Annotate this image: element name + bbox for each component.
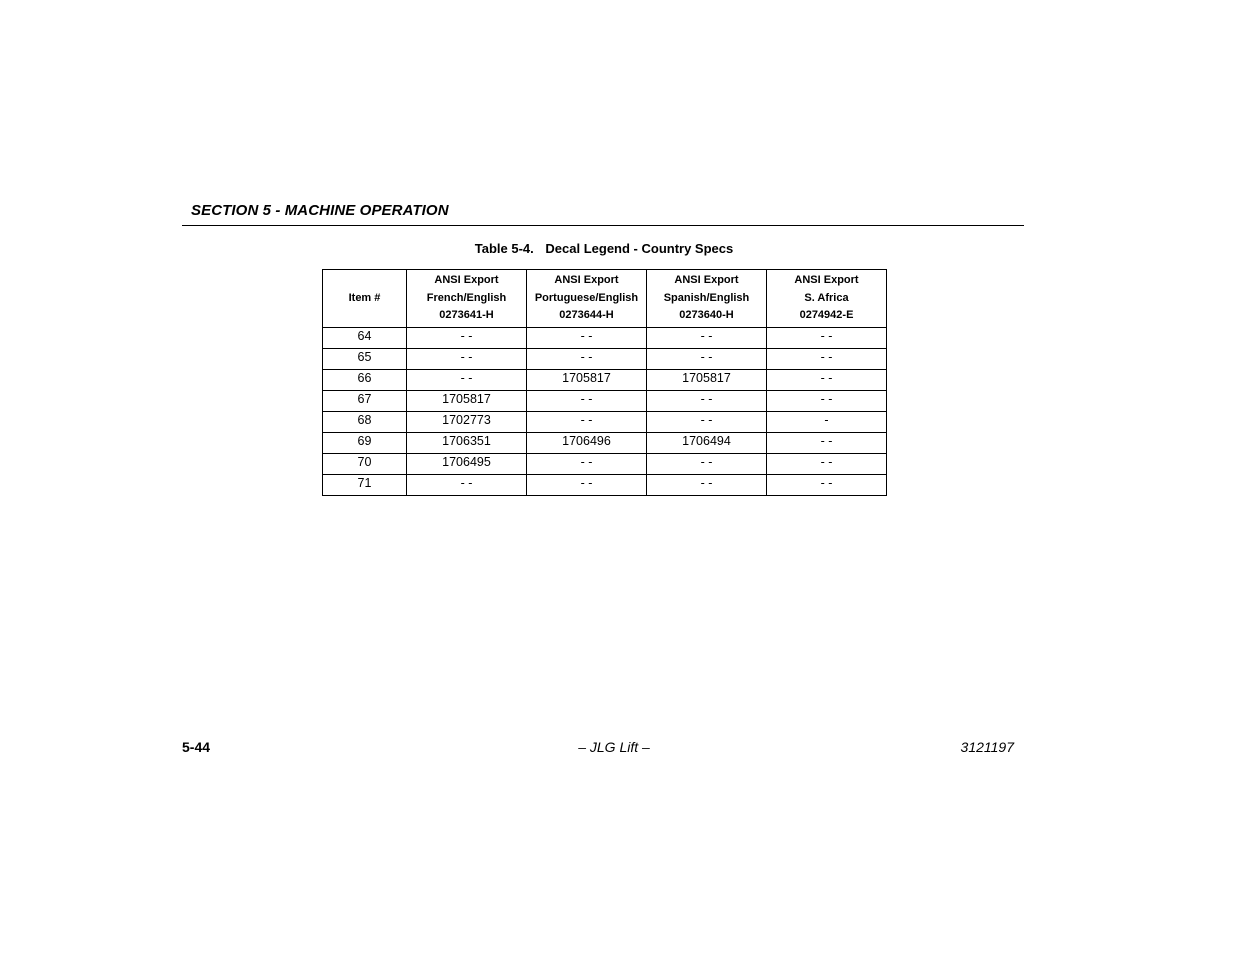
- column-header-line: ANSI Export: [434, 274, 499, 287]
- table-cell: - -: [767, 349, 887, 370]
- header-divider: [182, 225, 1024, 226]
- table-cell: - -: [647, 328, 767, 349]
- table-cell-item: 71: [323, 475, 407, 496]
- table-cell: - -: [647, 454, 767, 475]
- table-cell: - -: [647, 391, 767, 412]
- table-cell-item: 66: [323, 370, 407, 391]
- column-header-french-english: [407, 270, 527, 328]
- table-cell-item: 64: [323, 328, 407, 349]
- table-cell: 1706494: [647, 433, 767, 454]
- table-cell: - -: [647, 412, 767, 433]
- table-caption-title: Decal Legend - Country Specs: [545, 241, 734, 256]
- table-cell-item: 69: [323, 433, 407, 454]
- table-caption-number: Table 5-4.: [474, 241, 534, 256]
- table-cell: -: [767, 412, 887, 433]
- table-cell: 1702773: [407, 412, 527, 433]
- column-header-line: ANSI Export: [554, 274, 619, 287]
- table-header-row: [323, 270, 887, 328]
- document-number: 3121197: [960, 739, 1014, 755]
- table-row: [323, 349, 887, 370]
- table-row: [323, 391, 887, 412]
- table-cell-item: 65: [323, 349, 407, 370]
- table-row: [323, 475, 887, 496]
- table-cell: - -: [527, 391, 647, 412]
- column-header-line: Item #: [348, 291, 381, 304]
- column-header-line: 0273644-H: [559, 309, 614, 322]
- table-cell: 1706351: [407, 433, 527, 454]
- column-header-item: [323, 270, 407, 328]
- table-cell-item: 68: [323, 412, 407, 433]
- column-header-line: French/English: [426, 291, 507, 304]
- table-row: [323, 328, 887, 349]
- table-row: [323, 370, 887, 391]
- table-cell: - -: [767, 328, 887, 349]
- column-header-line: 0273641-H: [439, 309, 494, 322]
- column-header-line: ANSI Export: [674, 274, 739, 287]
- column-header-line: Portuguese/English: [534, 291, 639, 304]
- table-cell: - -: [647, 475, 767, 496]
- table-cell: 1705817: [407, 391, 527, 412]
- column-header-line: S. Africa: [804, 291, 849, 304]
- column-header-portuguese-english: [527, 270, 647, 328]
- publication-name: – JLG Lift –: [578, 739, 650, 755]
- table-cell: - -: [767, 475, 887, 496]
- table-cell: - -: [527, 412, 647, 433]
- table-row: [323, 412, 887, 433]
- table-cell: - -: [407, 370, 527, 391]
- table-cell: 1705817: [527, 370, 647, 391]
- table-cell: - -: [767, 391, 887, 412]
- table-cell-item: 67: [323, 391, 407, 412]
- table-cell: - -: [407, 349, 527, 370]
- section-title: SECTION 5 - MACHINE OPERATION: [191, 202, 449, 219]
- column-header-line: Spanish/English: [663, 291, 750, 304]
- table-cell: - -: [527, 349, 647, 370]
- column-header-line: 0273640-H: [679, 309, 734, 322]
- table-cell: - -: [527, 328, 647, 349]
- table-cell: 1706495: [407, 454, 527, 475]
- table-cell: 1705817: [647, 370, 767, 391]
- table-cell: - -: [767, 454, 887, 475]
- table-cell: - -: [647, 349, 767, 370]
- table-row: [323, 454, 887, 475]
- table-cell: - -: [407, 475, 527, 496]
- table-cell: 1706496: [527, 433, 647, 454]
- table-cell: - -: [767, 433, 887, 454]
- table-caption: [322, 241, 886, 256]
- table-cell: - -: [527, 454, 647, 475]
- table-cell: - -: [527, 475, 647, 496]
- column-header-spanish-english: [647, 270, 767, 328]
- column-header-line: ANSI Export: [794, 274, 859, 287]
- table-cell: - -: [767, 370, 887, 391]
- column-header-line: 0274942-E: [799, 309, 854, 322]
- table-cell-item: 70: [323, 454, 407, 475]
- column-header-south-africa: [767, 270, 887, 328]
- table-row: [323, 433, 887, 454]
- table-cell: - -: [407, 328, 527, 349]
- decal-legend-table: [322, 269, 887, 496]
- page-number: 5-44: [182, 739, 211, 755]
